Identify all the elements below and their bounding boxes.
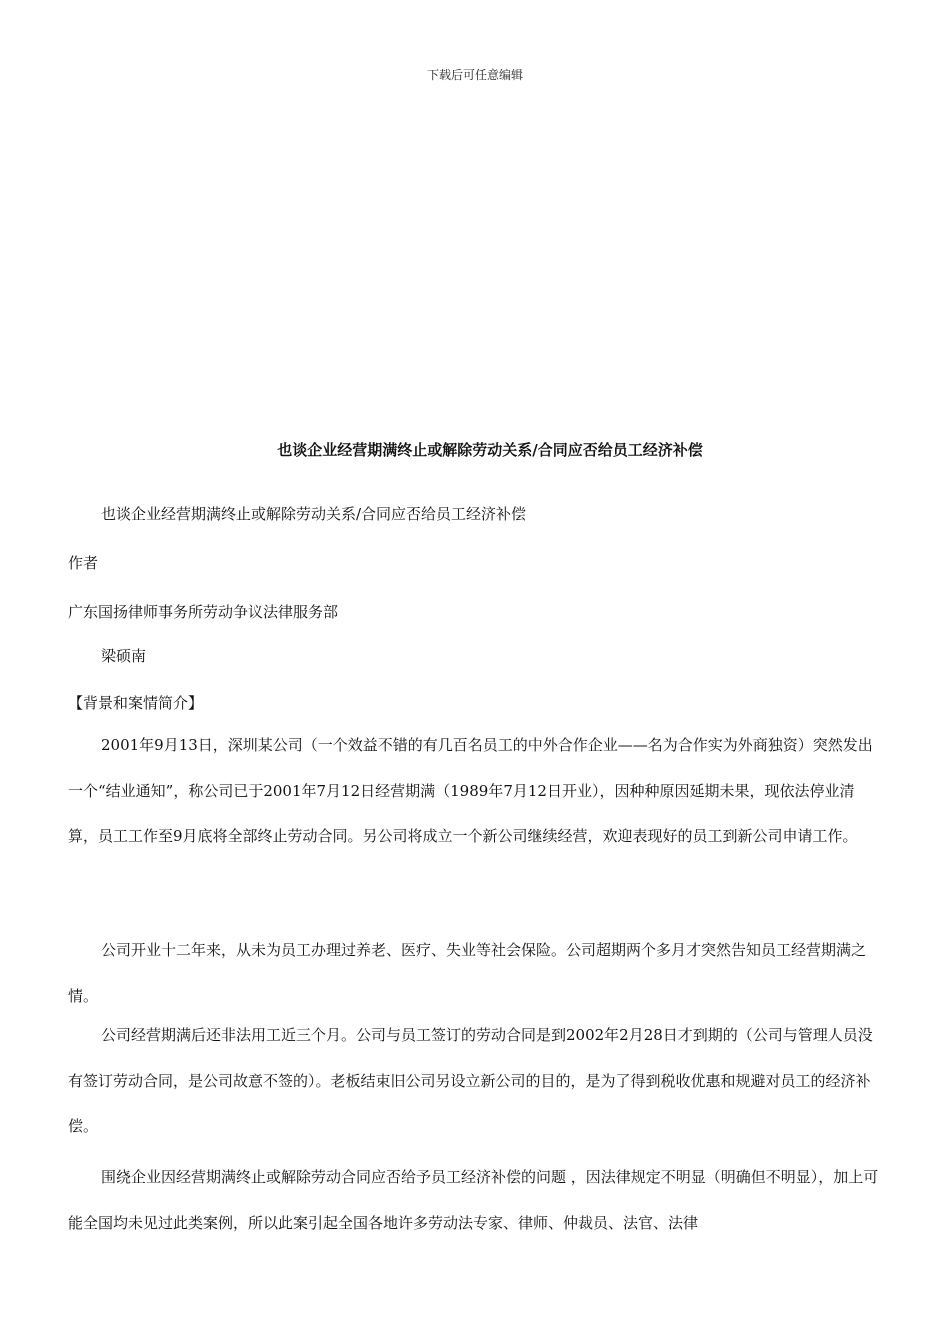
paragraph-3: 公司经营期满后还非法用工近三个月。公司与员工签订的劳动合同是到2002年2月28日才到期的（公司与管理人员没有签订劳动合同，是公司故意不签的）。老板结束旧公司另设立新公司的目的，是为了得到税收优惠和规避对员工的经济补偿。 — [68, 1026, 873, 1135]
author-name: 梁硕南 — [101, 647, 147, 665]
paragraph-1: 2001年9月13日，深圳某公司（一个效益不错的有几百名员工的中外合作企业——名为合作实为外商独资）突然发出一个“结业通知”，称公司已于2001年7月12日经营期满（1989年7月12日开业），因种种原因延期未果，现依法停业清算，员工工作至9月底将全部终止劳动合同。另公司将成立一个新公司继续经营，欢迎表现好的员工到新公司申请工作。 — [68, 736, 873, 845]
paragraph-2: 公司开业十二年来，从未为员工办理过养老、医疗、失业等社会保险。公司超期两个多月才突然告知员工经营期满之情。 — [68, 941, 867, 1005]
section-heading: 【背景和案情简介】 — [68, 694, 204, 712]
document-title: 也谈企业经营期满终止或解除劳动关系/合同应否给员工经济补偿 — [277, 441, 703, 459]
author-label: 作者 — [68, 554, 99, 572]
paragraph-4: 围绕企业因经营期满终止或解除劳动合同应否给予员工经济补偿的问题 ，因法律规定不明显（明确但不明显），加上可能全国均未见过此类案例，所以此案引起全国各地许多劳动法专家、律师、仲裁员、法官、法律 — [68, 1168, 879, 1232]
header-note: 下载后可任意编辑 — [426, 68, 523, 82]
subtitle: 也谈企业经营期满终止或解除劳动关系/合同应否给员工经济补偿 — [101, 505, 527, 523]
organization: 广东国扬律师事务所劳动争议法律服务部 — [68, 603, 339, 621]
